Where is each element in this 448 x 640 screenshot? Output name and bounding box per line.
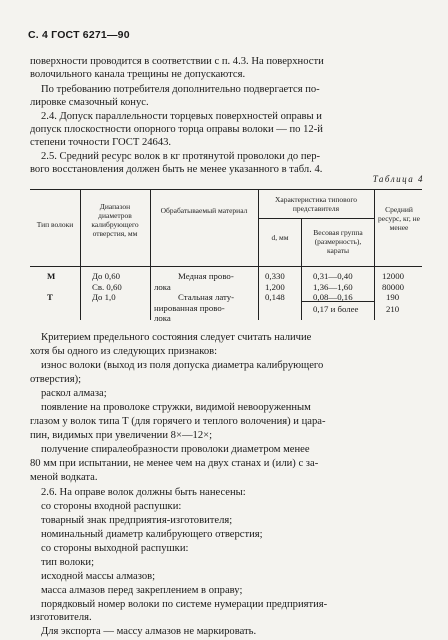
text-line: меной водката. [30,472,98,483]
text-line: изготовителя. [30,612,92,623]
text-line: Критерием предельного состояния следует считать наличие [41,332,312,343]
cell-range: До 1,0 [92,292,116,302]
text-line: номинальный диаметр калибрующего отверстия; [41,529,263,540]
text-line: лировке смазочный конус. [30,97,149,108]
cell-resource: 80000 [382,282,404,292]
cell-d: 1,200 [265,282,285,292]
cell-weight: 1,36—1,60 [313,282,353,292]
cell-type: Т [47,292,53,302]
table-label: Таблица 4 [372,174,424,184]
text-line: отверстия); [30,374,82,385]
cell-weight: 0,08—0,16 [313,292,353,302]
cell-type: М [47,271,56,281]
cell-resource: 12000 [382,271,404,281]
table-col-rule [258,189,259,320]
text-line: По требованию потребителя дополнительно подвергается по- [41,84,320,95]
header-resource: Средний ресурс, кг, не менее [377,205,421,232]
text-line: хотя бы одного из следующих признаков: [30,346,218,357]
cell-material: Медная прово- [178,271,234,281]
text-line: 2.4. Допуск параллельности торцевых поверхностей оправы и [41,111,322,122]
text-line: масса алмазов перед закреплением в оправу; [41,585,243,596]
table-col-rule [301,218,302,320]
text-line: раскол алмаза; [41,388,107,399]
text-line: Для экспорта — массу алмазов не маркировать. [41,626,257,637]
text-line: поверхности проводится в соответствии с п. 4.3. На поверхности [30,56,324,67]
table-rule-sub [258,218,374,219]
header-range: Диапазон диаметров калибрующего отверстия, мм [91,202,139,238]
text-line: появление на проволоке стружки, видимой невооруженным [41,402,311,413]
cell-resource: 210 [386,304,400,314]
text-line: 80 мм при испытании, не менее чем на двух станах и (или) с за- [30,458,319,469]
text-line: порядковый номер волоки по системе нумерации предприятия- [41,599,328,610]
text-line: исходной массы алмазов; [41,571,156,582]
table-rule-top [30,189,422,190]
table-rule-head [30,266,422,267]
header-characteristic: Характеристика типового представителя [274,195,358,213]
header-d: d, мм [271,233,289,242]
text-line: 2.5. Средний ресурс волок в кг протянутой проволоки до пер- [41,151,321,162]
header-type: Тип волоки [36,220,74,229]
text-line: тип волоки; [41,557,95,568]
text-line: со стороны входной распушки: [41,501,182,512]
cell-material: лока [154,313,171,323]
cell-material: нированная прово- [154,303,225,313]
text-line: допуск плоскостности опорного торца оправы волоки — по 12-й [30,124,323,135]
header-material: Обрабатываемый материал [160,206,248,215]
text-line: товарный знак предприятия-изготовителя; [41,515,233,526]
table-col-rule [80,189,81,320]
cell-d: 0,148 [265,292,285,302]
header-weight: Весовая группа (размерность), караты [313,228,363,255]
cell-range: До 0,60 [92,271,120,281]
text-line: пин, видимых при увеличении 8×—12×; [30,430,213,441]
cell-material: Стальная лату- [178,292,235,302]
text-line: глазом у волок типа Т (для горячего и теплого волочения) и цара- [30,416,326,427]
cell-weight: 0,31—0,40 [313,271,353,281]
cell-d: 0,330 [265,271,285,281]
page-header: С. 4 ГОСТ 6271—90 [28,29,130,41]
text-line: степени точности ГОСТ 24643. [30,137,172,148]
cell-range: Св. 0,60 [92,282,122,292]
cell-material: лока [154,282,171,292]
cell-weight: 0,17 и более [313,304,359,314]
text-line: со стороны выходной распушки: [41,543,189,554]
text-line: износ волоки (выход из поля допуска диаметра калибрующего [41,360,324,371]
table-col-rule [374,189,375,320]
text-line: волочильного канала трещины не допускаются. [30,69,246,80]
cell-resource: 190 [386,292,400,302]
text-line: получение спиралеобразности проволоки диаметром менее [41,444,310,455]
text-line: вого восстановления должен быть не менее указанного в табл. 4. [30,164,323,175]
table-col-rule [150,189,151,320]
text-line: 2.6. На оправе волок должны быть нанесены: [41,487,246,498]
